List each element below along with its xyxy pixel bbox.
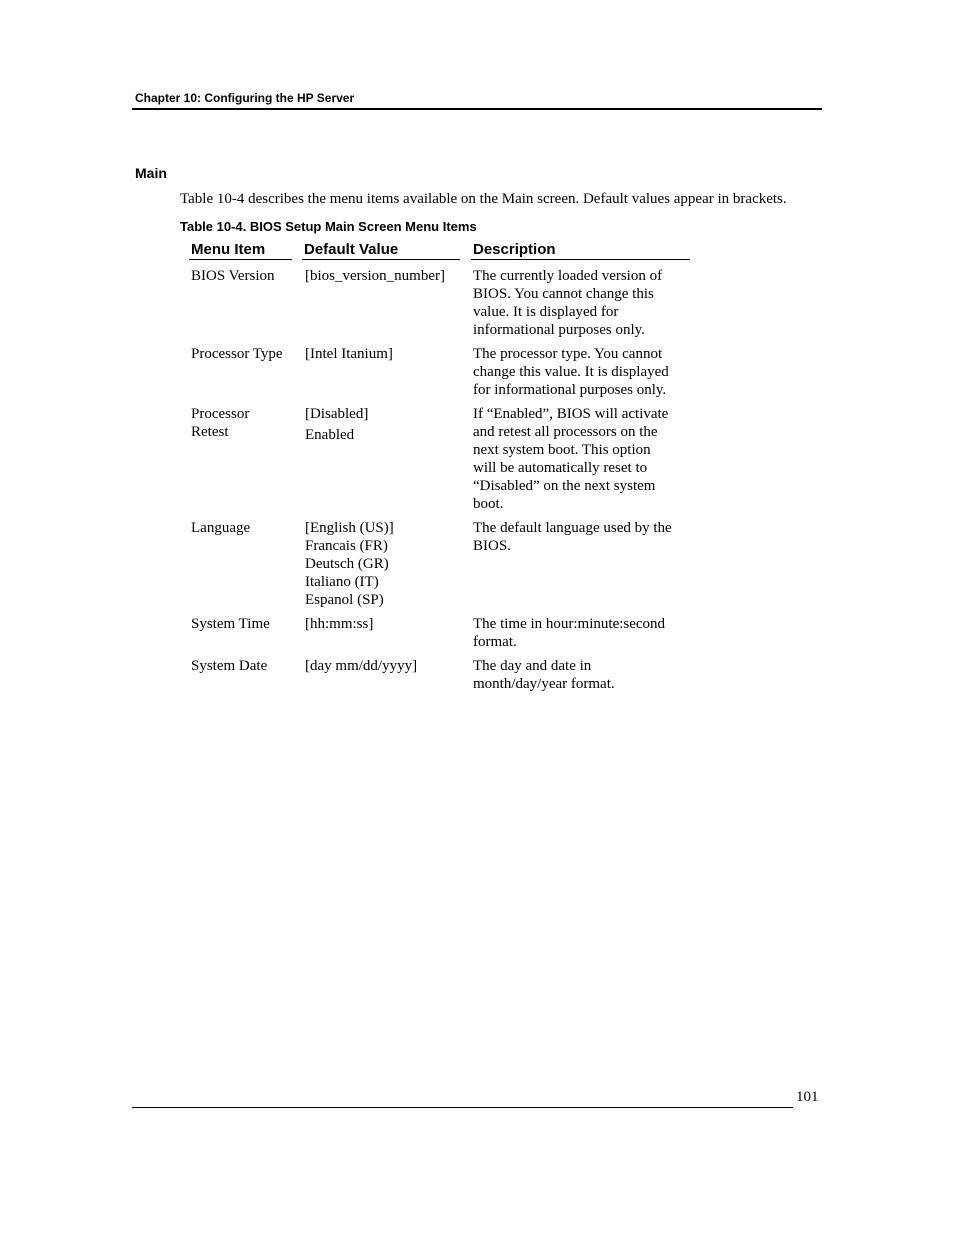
row-processor-type-default <box>305 345 465 363</box>
cell-line: Francais (FR) <box>305 538 388 554</box>
row-processor-retest-item <box>191 405 299 441</box>
cell-line: System Time <box>191 616 270 632</box>
footer-rule <box>132 1107 793 1108</box>
row-bios-version-description <box>473 267 688 339</box>
section-title: Main <box>135 165 167 181</box>
cell-line: next system boot. This option <box>473 442 651 458</box>
cell-line: and retest all processors on the <box>473 424 658 440</box>
cell-line: BIOS. <box>473 538 511 554</box>
cell-line: [English (US)] <box>305 520 394 536</box>
cell-line: The default language used by the <box>473 520 672 536</box>
row-system-time-description <box>473 615 688 651</box>
row-system-time-default <box>305 615 465 633</box>
cell-line: The processor type. You cannot <box>473 346 663 362</box>
cell-line: boot. <box>473 496 504 512</box>
cell-line: “Disabled” on the next system <box>473 478 656 494</box>
column-header-default-value: Default Value <box>302 241 460 260</box>
cell-line: will be automatically reset to <box>473 460 648 476</box>
row-system-date-description <box>473 657 688 693</box>
cell-line: Espanol (SP) <box>305 592 384 608</box>
cell-line: Deutsch (GR) <box>305 556 389 572</box>
row-processor-type-description <box>473 345 688 399</box>
row-language-description <box>473 519 688 555</box>
cell-line: format. <box>473 634 517 650</box>
cell-line: [Intel Itanium] <box>305 346 393 362</box>
cell-line: Processor <box>191 406 250 422</box>
cell-line: If “Enabled”, BIOS will activate <box>473 406 669 422</box>
cell-line: BIOS Version <box>191 268 275 284</box>
cell-line: Retest <box>191 424 229 440</box>
table-caption: Table 10-4. BIOS Setup Main Screen Menu Items <box>180 219 477 234</box>
column-header-description: Description <box>471 241 690 260</box>
row-language-default <box>305 519 465 609</box>
row-system-date-item <box>191 657 299 675</box>
header-rule <box>132 108 822 110</box>
cell-line: month/day/year format. <box>473 676 615 692</box>
cell-line: The time in hour:minute:second <box>473 616 666 632</box>
row-system-time-item <box>191 615 299 633</box>
row-processor-type-item <box>191 345 299 363</box>
cell-line: [Disabled] <box>305 406 369 422</box>
cell-line: The currently loaded version of <box>473 268 663 284</box>
cell-line: System Date <box>191 658 268 674</box>
page-number: 101 <box>796 1089 819 1105</box>
cell-line: The day and date in <box>473 658 592 674</box>
cell-line: [hh:mm:ss] <box>305 616 374 632</box>
cell-line: Language <box>191 520 251 536</box>
row-language-item <box>191 519 299 537</box>
cell-line: [bios_version_number] <box>305 268 445 284</box>
cell-line: change this value. It is displayed <box>473 364 669 380</box>
intro-paragraph: Table 10-4 describes the menu items available on the Main screen. Default values appear in brackets. <box>180 191 787 207</box>
cell-line: value. It is displayed for <box>473 304 619 320</box>
cell-line: Processor Type <box>191 346 283 362</box>
cell-line: BIOS. You cannot change this <box>473 286 654 302</box>
row-bios-version-item <box>191 267 299 285</box>
row-processor-retest-description <box>473 405 688 513</box>
row-bios-version-default <box>305 267 465 285</box>
cell-line: Enabled <box>305 427 355 443</box>
cell-line: for informational purposes only. <box>473 382 667 398</box>
chapter-header: Chapter 10: Configuring the HP Server <box>135 91 355 105</box>
column-header-menu-item: Menu Item <box>189 241 292 260</box>
cell-line: Italiano (IT) <box>305 574 379 590</box>
row-system-date-default <box>305 657 465 675</box>
cell-line: informational purposes only. <box>473 322 645 338</box>
cell-line: [day mm/dd/yyyy] <box>305 658 418 674</box>
row-processor-retest-default <box>305 405 465 444</box>
